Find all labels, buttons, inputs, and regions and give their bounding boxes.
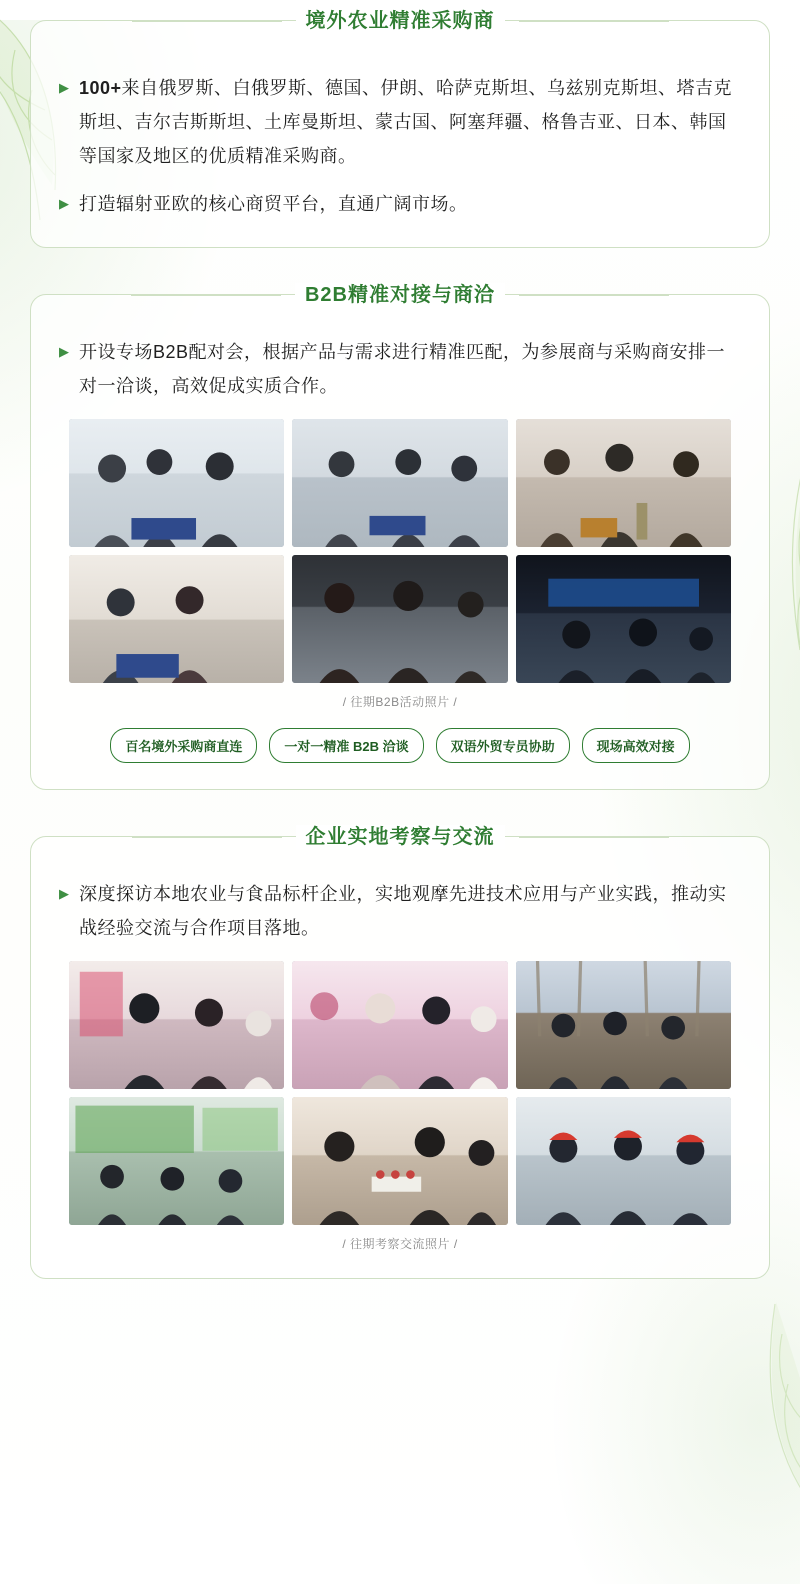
photo-figures-icon — [69, 419, 284, 547]
photo-figures-icon — [516, 555, 731, 683]
b2b-photo-grid — [69, 419, 731, 683]
photo-figures-icon — [516, 961, 731, 1089]
section-buyers — [30, 10, 770, 248]
title-rule-right — [519, 21, 669, 22]
tag-chip: 百名境外采购商直连 — [110, 728, 257, 763]
photo-figures-icon — [69, 961, 284, 1089]
photo-figures-icon — [69, 555, 284, 683]
photo-thumbnail — [516, 419, 731, 547]
section-visit-title: 企业实地考察与交流 — [296, 825, 505, 849]
bullet-item — [59, 187, 741, 221]
photo-thumbnail — [69, 419, 284, 547]
photo-figures-icon — [516, 419, 731, 547]
section-b2b — [30, 284, 770, 790]
section-b2b-bullets — [59, 335, 741, 403]
photo-figures-icon — [292, 1097, 507, 1225]
b2b-tag-row — [59, 728, 741, 763]
photo-thumbnail — [69, 1097, 284, 1225]
bullet-marker-icon: ▶ — [59, 196, 69, 211]
section-b2b-header — [31, 283, 769, 307]
section-visit-header — [31, 825, 769, 849]
photo-thumbnail — [69, 961, 284, 1089]
bullet-text: 开设专场B2B配对会，根据产品与需求进行精准匹配，为参展商与采购商安排一对一洽谈，高效促成实质合作。 — [79, 342, 726, 396]
tag-chip: 现场高效对接 — [582, 728, 690, 763]
photo-thumbnail — [516, 961, 731, 1089]
section-buyers-title: 境外农业精准采购商 — [296, 9, 505, 33]
bullet-marker-icon: ▶ — [59, 344, 69, 359]
photo-figures-icon — [292, 555, 507, 683]
bullet-marker-icon: ▶ — [59, 80, 69, 95]
visit-photo-caption: / 往期考察交流照片 / — [342, 1237, 458, 1251]
section-visit — [30, 826, 770, 1279]
photo-thumbnail — [69, 555, 284, 683]
photo-thumbnail — [516, 555, 731, 683]
title-rule-left — [131, 295, 281, 296]
bullet-lead: 100+ — [79, 78, 122, 98]
tag-chip: 一对一精准 B2B 洽谈 — [269, 728, 423, 763]
visit-photo-grid — [69, 961, 731, 1225]
section-buyers-header — [31, 9, 769, 33]
title-rule-right — [519, 295, 669, 296]
photo-figures-icon — [292, 961, 507, 1089]
poster-page — [0, 10, 800, 1279]
photo-thumbnail — [292, 961, 507, 1089]
photo-thumbnail — [516, 1097, 731, 1225]
leaf-decoration-icon — [670, 1284, 800, 1544]
bullet-text: 深度探访本地农业与食品标杆企业，实地观摩先进技术应用与产业实践，推动实战经验交流与合作项目落地。 — [79, 884, 727, 938]
bullet-item — [59, 335, 741, 403]
bullet-item — [59, 71, 741, 173]
photo-figures-icon — [292, 419, 507, 547]
section-buyers-bullets — [59, 71, 741, 221]
b2b-photo-caption: / 往期B2B活动照片 / — [342, 695, 458, 709]
bullet-text — [79, 71, 741, 173]
bullet-marker-icon: ▶ — [59, 886, 69, 901]
section-visit-bullets — [59, 877, 741, 945]
section-b2b-title: B2B精准对接与商洽 — [295, 283, 505, 307]
photo-figures-icon — [516, 1097, 731, 1225]
tag-chip: 双语外贸专员协助 — [436, 728, 570, 763]
photo-thumbnail — [292, 419, 507, 547]
bullet-body: 来自俄罗斯、白俄罗斯、德国、伊朗、哈萨克斯坦、乌兹别克斯坦、塔吉克斯坦、吉尔吉斯斯坦、土库曼斯坦、蒙古国、阿塞拜疆、格鲁吉亚、日本、韩国等国家及地区的优质精准采购商。 — [79, 78, 733, 166]
photo-thumbnail — [292, 1097, 507, 1225]
title-rule-left — [132, 837, 282, 838]
photo-thumbnail — [292, 555, 507, 683]
bullet-text: 打造辐射亚欧的核心商贸平台，直通广阔市场。 — [79, 194, 468, 214]
title-rule-left — [132, 21, 282, 22]
photo-figures-icon — [69, 1097, 284, 1225]
bullet-item — [59, 877, 741, 945]
title-rule-right — [519, 837, 669, 838]
